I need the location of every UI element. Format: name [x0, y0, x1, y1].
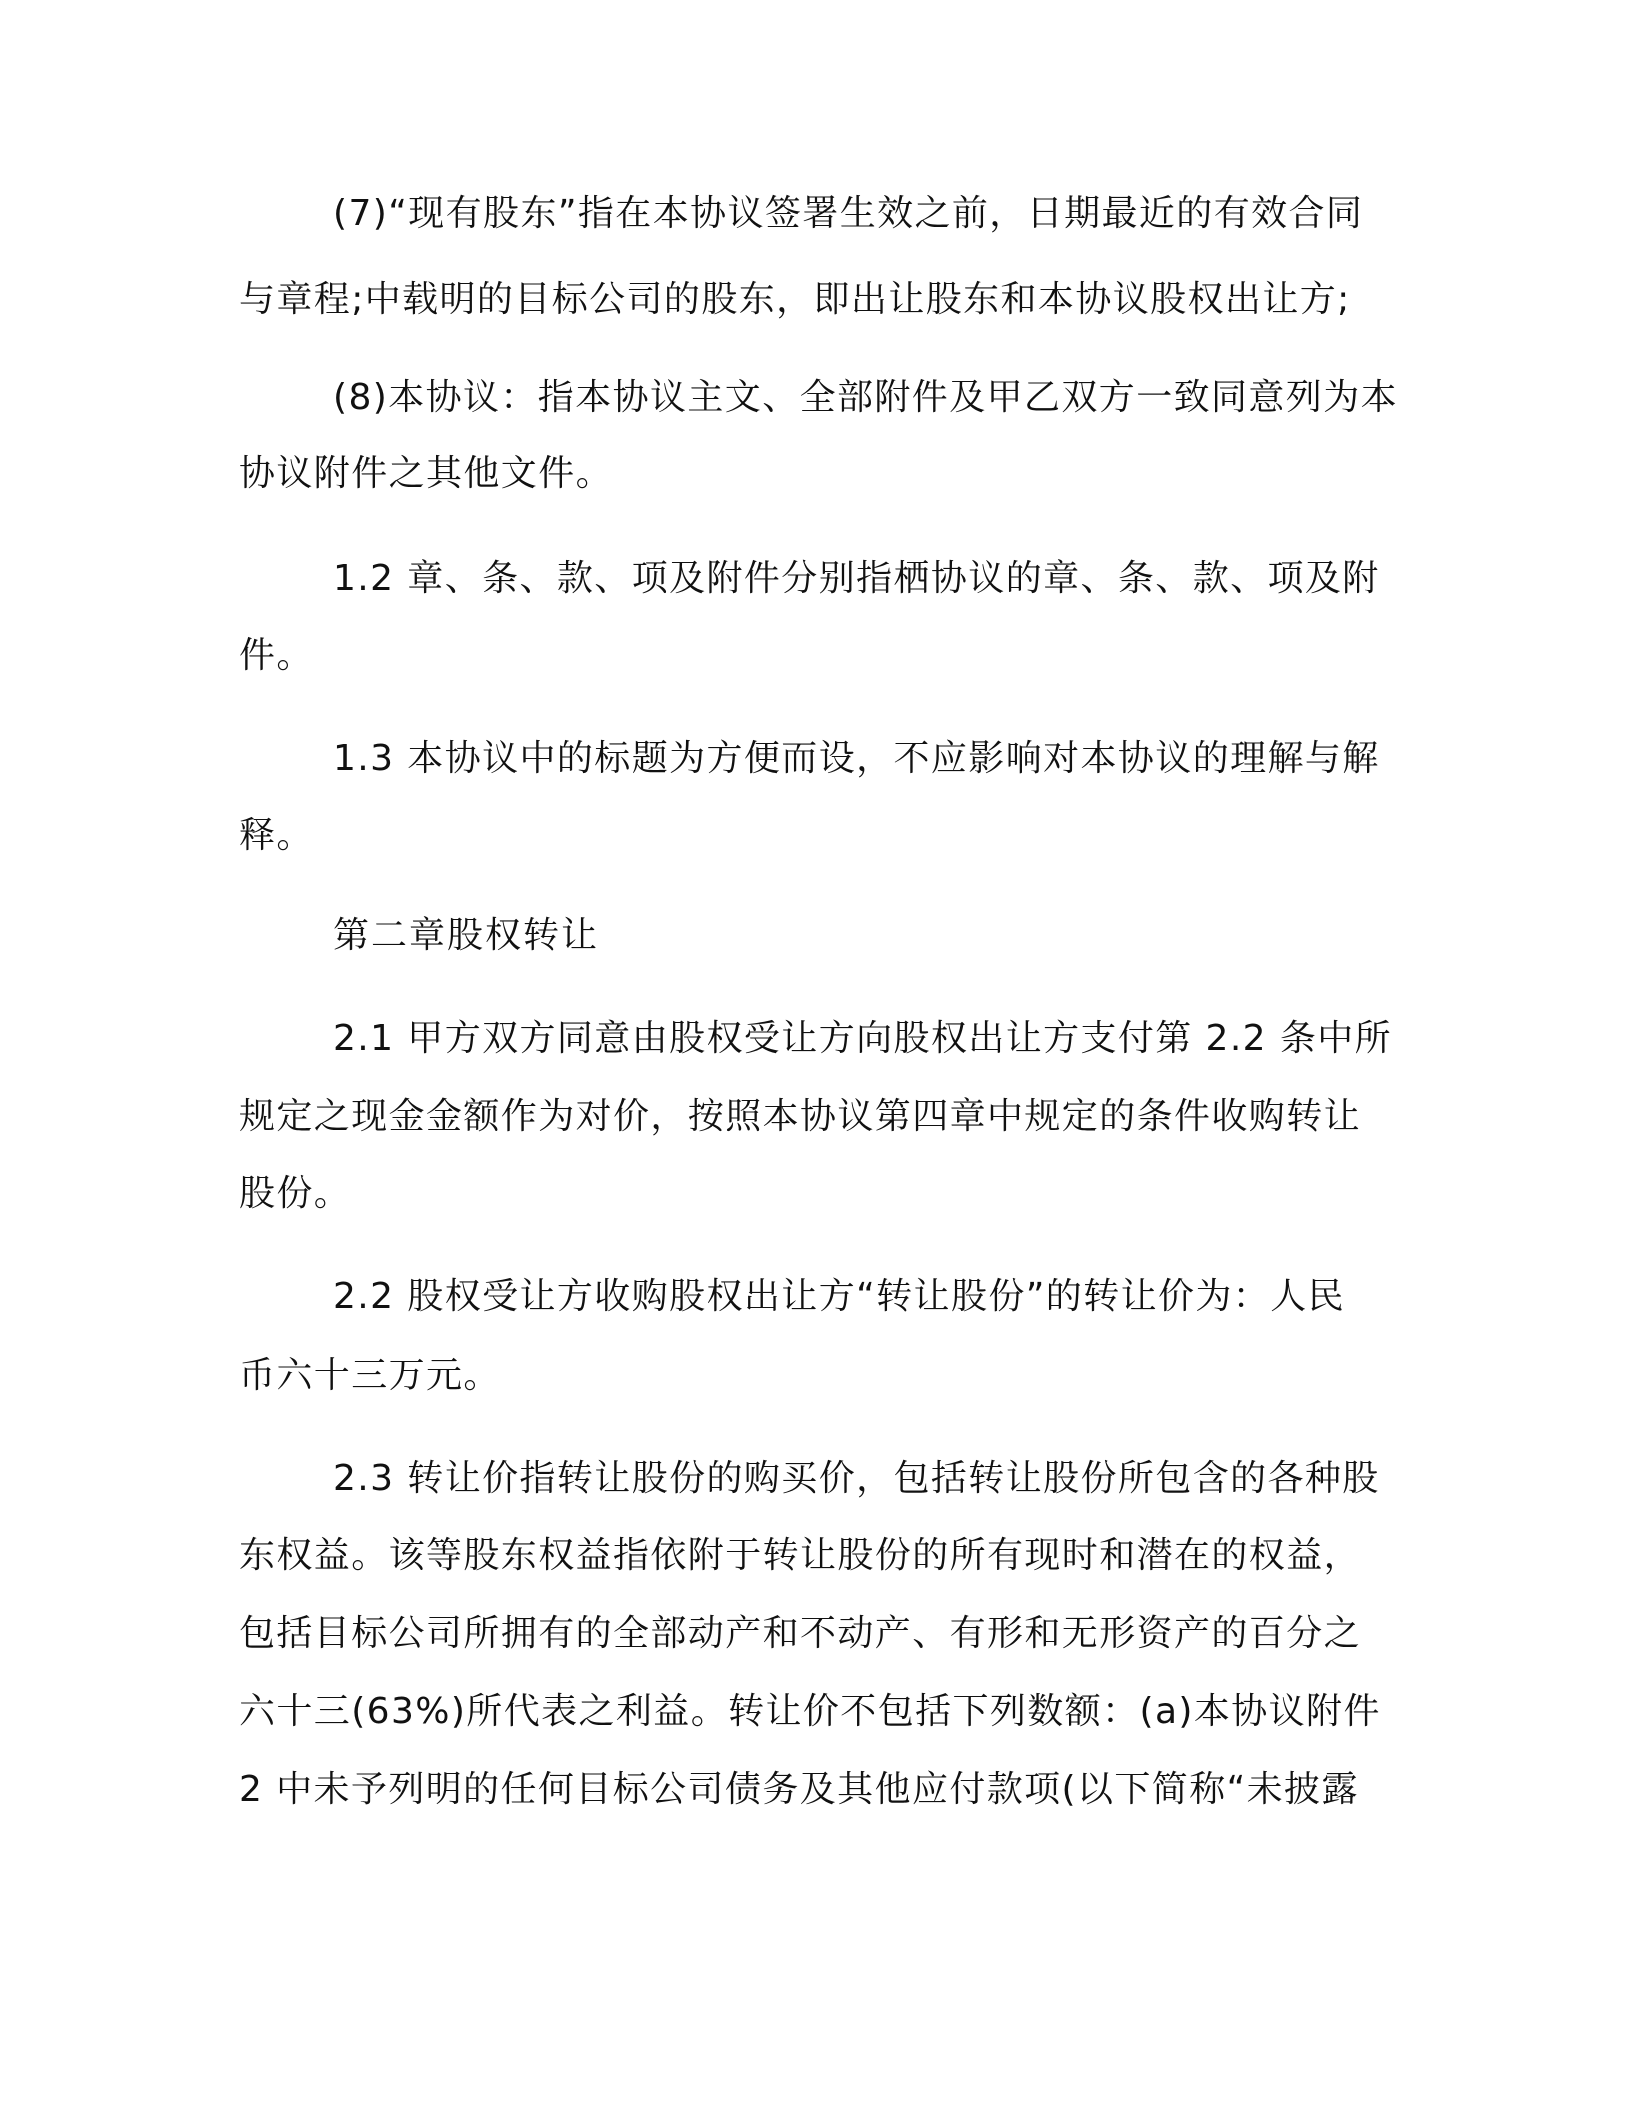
- paragraph-line: 六十三(63%)所代表之利益。转让价不包括下列数额：(a)本协议附件: [239, 1691, 1381, 1732]
- paragraph-line: 规定之现金金额作为对价，按照本协议第四章中规定的条件收购转让: [239, 1096, 1362, 1137]
- paragraph-line: 协议附件之其他文件。: [239, 453, 614, 494]
- paragraph-line: 币六十三万元。: [239, 1355, 501, 1396]
- paragraph-line: 1.3 本协议中的标题为方便而设，不应影响对本协议的理解与解: [333, 738, 1380, 779]
- paragraph-line: 2.3 转让价指转让股份的购买价，包括转让股份所包含的各种股: [333, 1458, 1380, 1499]
- paragraph-line: 东权益。该等股东权益指依附于转让股份的所有现时和潜在的权益，: [239, 1535, 1362, 1576]
- paragraph-line: 与章程;中载明的目标公司的股东，即出让股东和本协议股权出让方;: [239, 279, 1351, 320]
- paragraph-line: 释。: [239, 815, 314, 856]
- paragraph-line: 1.2 章、条、款、项及附件分别指栖协议的章、条、款、项及附: [333, 558, 1380, 599]
- paragraph-line: 包括目标公司所拥有的全部动产和不动产、有形和无形资产的百分之: [239, 1613, 1362, 1654]
- chapter-heading: 第二章股权转让: [333, 915, 600, 956]
- paragraph-line: (8)本协议：指本协议主文、全部附件及甲乙双方一致同意列为本: [333, 377, 1398, 418]
- paragraph-line: 2.2 股权受让方收购股权出让方“转让股份”的转让价为：人民: [333, 1276, 1345, 1317]
- paragraph-line: 件。: [239, 635, 314, 676]
- paragraph-line: 2 中未予列明的任何目标公司债务及其他应付款项(以下简称“未披露: [239, 1769, 1359, 1810]
- paragraph-line: 股份。: [239, 1173, 352, 1214]
- paragraph-line: 2.1 甲方双方同意由股权受让方向股权出让方支付第 2.2 条中所: [333, 1018, 1393, 1059]
- paragraph-line: (7)“现有股东”指在本协议签署生效之前，日期最近的有效合同: [333, 193, 1364, 234]
